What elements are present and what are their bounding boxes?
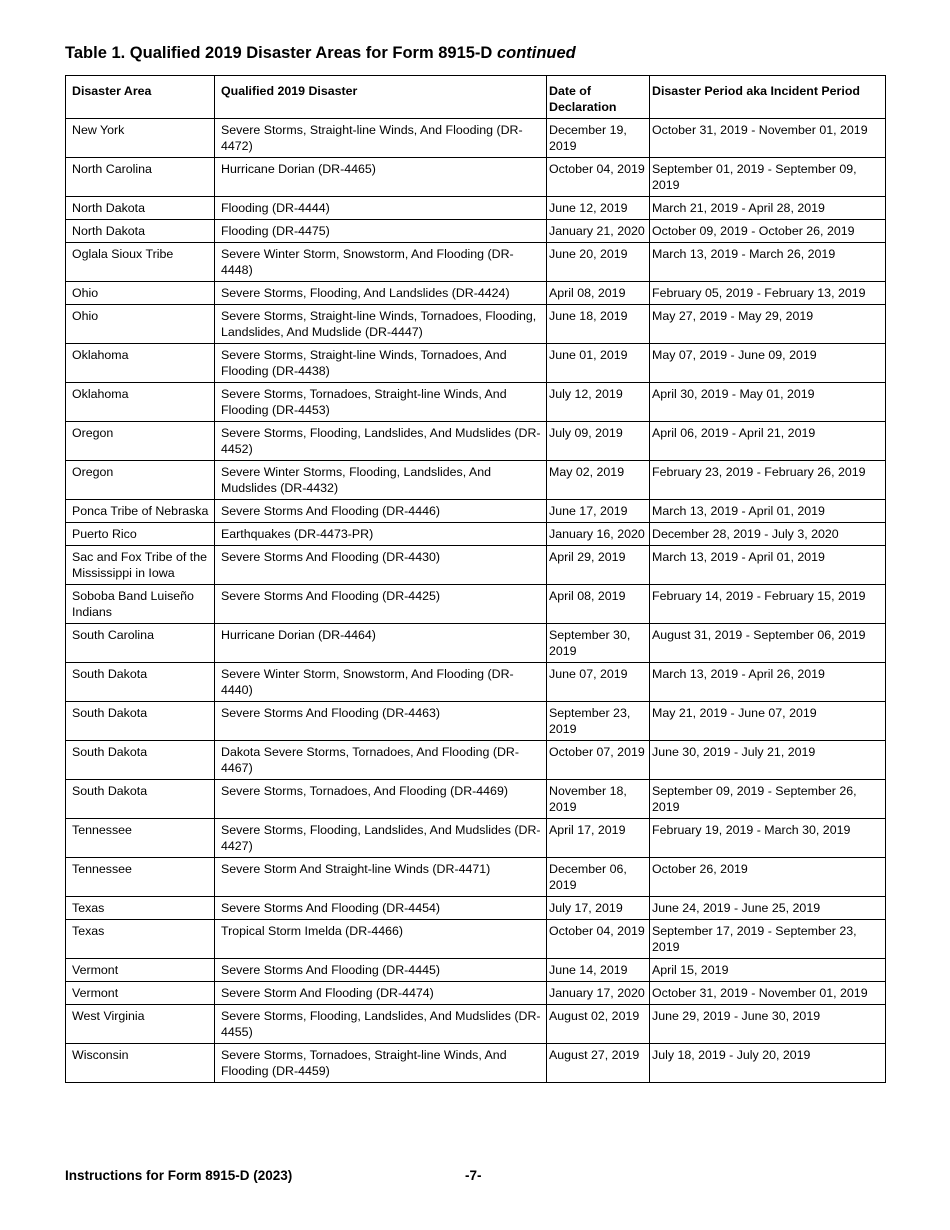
table-row bbox=[66, 282, 886, 305]
qualified-disaster-cell: Severe Storm And Flooding (DR-4474) bbox=[215, 982, 547, 1005]
declaration-date-cell: July 12, 2019 bbox=[547, 383, 650, 422]
table-row bbox=[66, 119, 886, 158]
disaster-area-cell: South Carolina bbox=[66, 624, 215, 663]
table-row bbox=[66, 585, 886, 624]
qualified-disaster-cell: Severe Storms, Tornadoes, Straight-line Winds, And Flooding (DR-4453) bbox=[215, 383, 547, 422]
disaster-period-cell: July 18, 2019 - July 20, 2019 bbox=[650, 1044, 886, 1083]
disaster-period-cell: March 13, 2019 - April 01, 2019 bbox=[650, 500, 886, 523]
declaration-date-cell: June 14, 2019 bbox=[547, 959, 650, 982]
qualified-disaster-cell: Hurricane Dorian (DR-4465) bbox=[215, 158, 547, 197]
table-header-row bbox=[66, 76, 886, 119]
table-row bbox=[66, 624, 886, 663]
footer-form-name: Instructions for Form 8915-D (2023) bbox=[65, 1168, 293, 1183]
disaster-period-cell: February 23, 2019 - February 26, 2019 bbox=[650, 461, 886, 500]
disaster-area-cell: Oregon bbox=[66, 422, 215, 461]
disaster-area-cell: Vermont bbox=[66, 959, 215, 982]
qualified-disaster-cell: Earthquakes (DR-4473-PR) bbox=[215, 523, 547, 546]
footer-page-number: -7- bbox=[465, 1168, 482, 1183]
declaration-date-cell: June 17, 2019 bbox=[547, 500, 650, 523]
declaration-date-cell: August 02, 2019 bbox=[547, 1005, 650, 1044]
declaration-date-cell: April 08, 2019 bbox=[547, 585, 650, 624]
table-row bbox=[66, 1044, 886, 1083]
disaster-area-cell: South Dakota bbox=[66, 663, 215, 702]
declaration-date-cell: October 04, 2019 bbox=[547, 920, 650, 959]
qualified-disaster-cell: Severe Storms, Tornadoes, And Flooding (DR-4469) bbox=[215, 780, 547, 819]
disaster-period-cell: March 21, 2019 - April 28, 2019 bbox=[650, 197, 886, 220]
disaster-period-cell: February 14, 2019 - February 15, 2019 bbox=[650, 585, 886, 624]
disaster-period-cell: September 01, 2019 - September 09, 2019 bbox=[650, 158, 886, 197]
disaster-period-cell: October 31, 2019 - November 01, 2019 bbox=[650, 982, 886, 1005]
disaster-period-cell: October 09, 2019 - October 26, 2019 bbox=[650, 220, 886, 243]
declaration-date-cell: April 08, 2019 bbox=[547, 282, 650, 305]
disaster-period-cell: March 13, 2019 - March 26, 2019 bbox=[650, 243, 886, 282]
qualified-disaster-cell: Severe Storm And Straight-line Winds (DR-4471) bbox=[215, 858, 547, 897]
table-title-continued: continued bbox=[496, 44, 576, 62]
table-row bbox=[66, 243, 886, 282]
qualified-disaster-cell: Severe Storms And Flooding (DR-4454) bbox=[215, 897, 547, 920]
table-row bbox=[66, 702, 886, 741]
table-row bbox=[66, 1005, 886, 1044]
table-row bbox=[66, 220, 886, 243]
table-row bbox=[66, 422, 886, 461]
table-row bbox=[66, 344, 886, 383]
disaster-period-cell: October 26, 2019 bbox=[650, 858, 886, 897]
declaration-date-cell: May 02, 2019 bbox=[547, 461, 650, 500]
disaster-area-cell: Oklahoma bbox=[66, 383, 215, 422]
declaration-date-cell: June 07, 2019 bbox=[547, 663, 650, 702]
qualified-disaster-cell: Severe Storms, Straight-line Winds, Tornadoes, And Flooding (DR-4438) bbox=[215, 344, 547, 383]
disaster-area-cell: Ohio bbox=[66, 305, 215, 344]
qualified-disaster-cell: Severe Storms And Flooding (DR-4445) bbox=[215, 959, 547, 982]
table-row bbox=[66, 741, 886, 780]
disaster-area-cell: Vermont bbox=[66, 982, 215, 1005]
table-row bbox=[66, 500, 886, 523]
declaration-date-cell: June 12, 2019 bbox=[547, 197, 650, 220]
qualified-disaster-cell: Dakota Severe Storms, Tornadoes, And Flooding (DR-4467) bbox=[215, 741, 547, 780]
declaration-date-cell: June 18, 2019 bbox=[547, 305, 650, 344]
disaster-area-cell: North Dakota bbox=[66, 197, 215, 220]
disaster-area-cell: Wisconsin bbox=[66, 1044, 215, 1083]
disaster-period-cell: June 30, 2019 - July 21, 2019 bbox=[650, 741, 886, 780]
disaster-area-cell: Oglala Sioux Tribe bbox=[66, 243, 215, 282]
disaster-area-cell: Ohio bbox=[66, 282, 215, 305]
declaration-date-cell: November 18, 2019 bbox=[547, 780, 650, 819]
declaration-date-cell: December 06, 2019 bbox=[547, 858, 650, 897]
table-title bbox=[65, 44, 576, 63]
table-row bbox=[66, 305, 886, 344]
qualified-disaster-cell: Severe Storms, Tornadoes, Straight-line Winds, And Flooding (DR-4459) bbox=[215, 1044, 547, 1083]
disaster-area-cell: Texas bbox=[66, 897, 215, 920]
disaster-area-cell: North Dakota bbox=[66, 220, 215, 243]
header-disaster-period: Disaster Period aka Incident Period bbox=[650, 76, 886, 119]
table-row bbox=[66, 780, 886, 819]
disaster-area-cell: New York bbox=[66, 119, 215, 158]
table-row bbox=[66, 523, 886, 546]
disaster-period-cell: April 06, 2019 - April 21, 2019 bbox=[650, 422, 886, 461]
table-row bbox=[66, 959, 886, 982]
declaration-date-cell: January 16, 2020 bbox=[547, 523, 650, 546]
disaster-period-cell: September 17, 2019 - September 23, 2019 bbox=[650, 920, 886, 959]
table-row bbox=[66, 858, 886, 897]
table-row bbox=[66, 197, 886, 220]
disaster-area-cell: Sac and Fox Tribe of the Mississippi in Iowa bbox=[66, 546, 215, 585]
qualified-disaster-cell: Severe Storms, Flooding, Landslides, And Mudslides (DR-4455) bbox=[215, 1005, 547, 1044]
declaration-date-cell: September 30, 2019 bbox=[547, 624, 650, 663]
qualified-disaster-cell: Severe Storms And Flooding (DR-4446) bbox=[215, 500, 547, 523]
qualified-disaster-cell: Severe Storms, Flooding, Landslides, And Mudslides (DR-4427) bbox=[215, 819, 547, 858]
table-row bbox=[66, 920, 886, 959]
qualified-disaster-cell: Tropical Storm Imelda (DR-4466) bbox=[215, 920, 547, 959]
disaster-period-cell: May 27, 2019 - May 29, 2019 bbox=[650, 305, 886, 344]
declaration-date-cell: June 01, 2019 bbox=[547, 344, 650, 383]
table-row bbox=[66, 546, 886, 585]
disaster-area-cell: South Dakota bbox=[66, 702, 215, 741]
qualified-disaster-cell: Hurricane Dorian (DR-4464) bbox=[215, 624, 547, 663]
qualified-disaster-cell: Severe Storms, Straight-line Winds, And Flooding (DR-4472) bbox=[215, 119, 547, 158]
disaster-area-cell: Puerto Rico bbox=[66, 523, 215, 546]
declaration-date-cell: July 09, 2019 bbox=[547, 422, 650, 461]
table-row bbox=[66, 819, 886, 858]
disaster-area-cell: Tennessee bbox=[66, 819, 215, 858]
qualified-disaster-cell: Flooding (DR-4444) bbox=[215, 197, 547, 220]
disaster-area-cell: Oklahoma bbox=[66, 344, 215, 383]
disaster-period-cell: June 29, 2019 - June 30, 2019 bbox=[650, 1005, 886, 1044]
declaration-date-cell: April 29, 2019 bbox=[547, 546, 650, 585]
disaster-period-cell: June 24, 2019 - June 25, 2019 bbox=[650, 897, 886, 920]
disaster-area-cell: Ponca Tribe of Nebraska bbox=[66, 500, 215, 523]
qualified-disaster-cell: Severe Storms, Flooding, Landslides, And Mudslides (DR-4452) bbox=[215, 422, 547, 461]
disaster-period-cell: March 13, 2019 - April 01, 2019 bbox=[650, 546, 886, 585]
qualified-disaster-cell: Severe Winter Storms, Flooding, Landslides, And Mudslides (DR-4432) bbox=[215, 461, 547, 500]
disaster-period-cell: December 28, 2019 - July 3, 2020 bbox=[650, 523, 886, 546]
disaster-area-cell: South Dakota bbox=[66, 741, 215, 780]
disaster-period-cell: October 31, 2019 - November 01, 2019 bbox=[650, 119, 886, 158]
declaration-date-cell: January 21, 2020 bbox=[547, 220, 650, 243]
qualified-disaster-cell: Severe Storms And Flooding (DR-4463) bbox=[215, 702, 547, 741]
disaster-period-cell: February 19, 2019 - March 30, 2019 bbox=[650, 819, 886, 858]
table-row bbox=[66, 982, 886, 1005]
disaster-period-cell: April 15, 2019 bbox=[650, 959, 886, 982]
disaster-period-cell: August 31, 2019 - September 06, 2019 bbox=[650, 624, 886, 663]
table-row bbox=[66, 461, 886, 500]
qualified-disaster-cell: Severe Storms And Flooding (DR-4425) bbox=[215, 585, 547, 624]
table-row bbox=[66, 897, 886, 920]
disaster-period-cell: September 09, 2019 - September 26, 2019 bbox=[650, 780, 886, 819]
declaration-date-cell: December 19, 2019 bbox=[547, 119, 650, 158]
qualified-disaster-cell: Severe Storms, Straight-line Winds, Tornadoes, Flooding, Landslides, And Mudslide (DR-4447) bbox=[215, 305, 547, 344]
qualified-disaster-cell: Severe Winter Storm, Snowstorm, And Flooding (DR-4448) bbox=[215, 243, 547, 282]
declaration-date-cell: April 17, 2019 bbox=[547, 819, 650, 858]
disaster-period-cell: February 05, 2019 - February 13, 2019 bbox=[650, 282, 886, 305]
qualified-disaster-cell: Severe Storms, Flooding, And Landslides (DR-4424) bbox=[215, 282, 547, 305]
disaster-area-cell: South Dakota bbox=[66, 780, 215, 819]
disaster-area-cell: Oregon bbox=[66, 461, 215, 500]
disaster-area-cell: Texas bbox=[66, 920, 215, 959]
header-date-of-declaration: Date of Declaration bbox=[547, 76, 650, 119]
qualified-disaster-cell: Severe Winter Storm, Snowstorm, And Flooding (DR-4440) bbox=[215, 663, 547, 702]
declaration-date-cell: June 20, 2019 bbox=[547, 243, 650, 282]
disaster-period-cell: March 13, 2019 - April 26, 2019 bbox=[650, 663, 886, 702]
disaster-area-cell: Tennessee bbox=[66, 858, 215, 897]
table-title-main: Table 1. Qualified 2019 Disaster Areas for Form 8915-D bbox=[65, 44, 493, 62]
declaration-date-cell: October 07, 2019 bbox=[547, 741, 650, 780]
disaster-areas-table bbox=[65, 75, 886, 1083]
disaster-period-cell: May 07, 2019 - June 09, 2019 bbox=[650, 344, 886, 383]
qualified-disaster-cell: Severe Storms And Flooding (DR-4430) bbox=[215, 546, 547, 585]
table-body bbox=[66, 119, 886, 1083]
declaration-date-cell: August 27, 2019 bbox=[547, 1044, 650, 1083]
declaration-date-cell: September 23, 2019 bbox=[547, 702, 650, 741]
disaster-area-cell: North Carolina bbox=[66, 158, 215, 197]
header-qualified-disaster: Qualified 2019 Disaster bbox=[215, 76, 547, 119]
declaration-date-cell: October 04, 2019 bbox=[547, 158, 650, 197]
disaster-area-cell: West Virginia bbox=[66, 1005, 215, 1044]
disaster-area-cell: Soboba Band Luiseño Indians bbox=[66, 585, 215, 624]
declaration-date-cell: July 17, 2019 bbox=[547, 897, 650, 920]
disaster-period-cell: April 30, 2019 - May 01, 2019 bbox=[650, 383, 886, 422]
header-disaster-area: Disaster Area bbox=[66, 76, 215, 119]
disaster-period-cell: May 21, 2019 - June 07, 2019 bbox=[650, 702, 886, 741]
declaration-date-cell: January 17, 2020 bbox=[547, 982, 650, 1005]
table-row bbox=[66, 663, 886, 702]
qualified-disaster-cell: Flooding (DR-4475) bbox=[215, 220, 547, 243]
table-row bbox=[66, 383, 886, 422]
table-row bbox=[66, 158, 886, 197]
